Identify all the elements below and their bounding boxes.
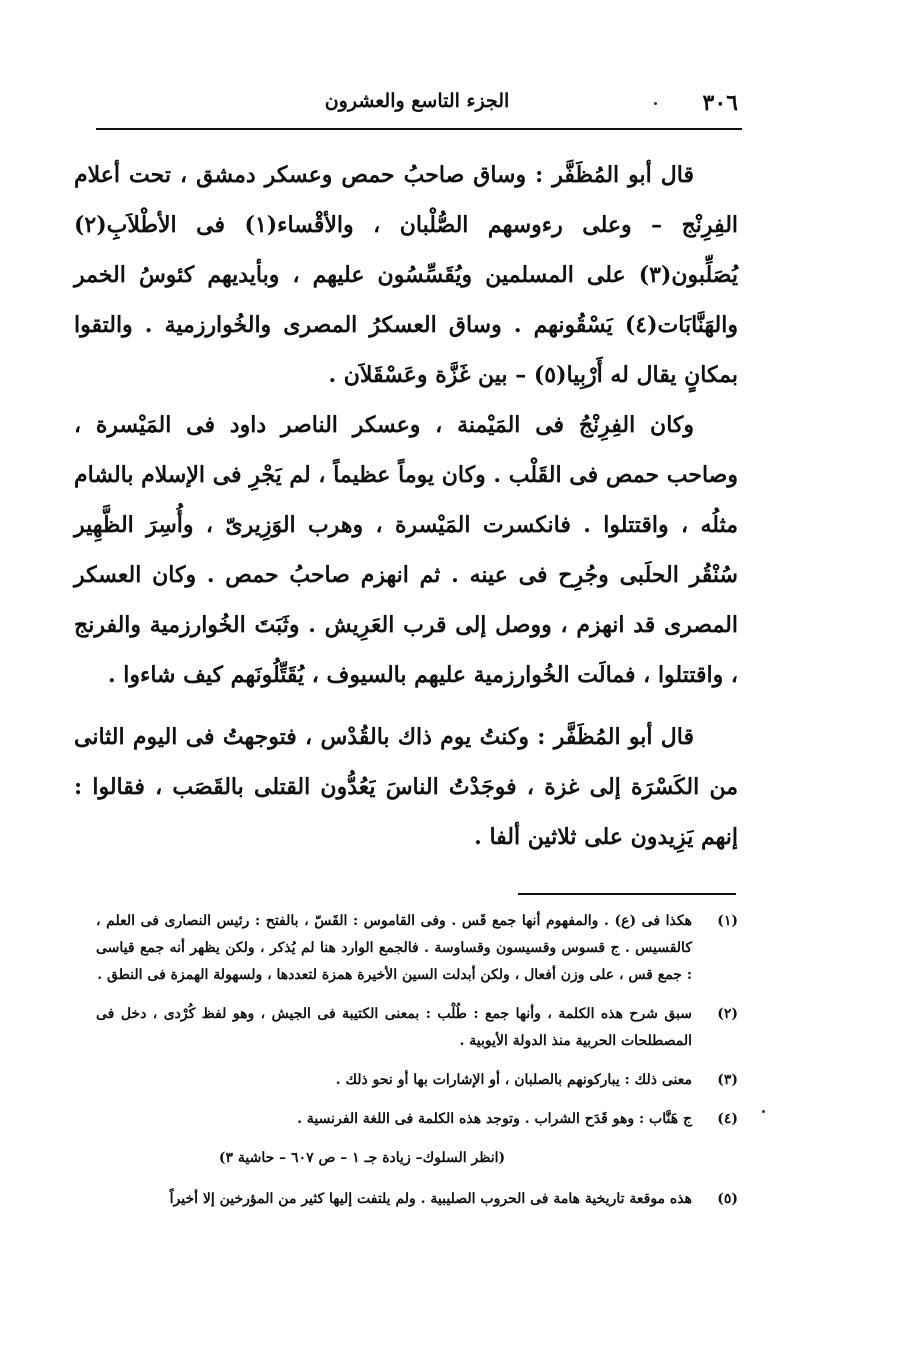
- footnote: [96, 1001, 738, 1055]
- footnotes: [96, 908, 738, 1225]
- header-rule: [96, 128, 742, 130]
- main-text: [74, 150, 738, 852]
- page-number: ٣٠٦: [702, 90, 738, 116]
- footnote-number: (٤): [717, 1111, 738, 1127]
- footnote-text: سبق شرح هذه الكلمة ، وأنها جمع : طُلْب : بمعنى الكتيبة فى الجيش ، وهو لفظ كُرْدى ، دخل فى المصطلحات الحربية منذ الدولة الأيوبية .: [96, 1006, 692, 1049]
- running-title: الجزء التاسع والعشرون: [324, 90, 510, 112]
- footnote-text: هذه موقعة تاريخية هامة فى الحروب الصليبية . ولم يلتفت إليها كثير من المؤرخين إلا أخيراً: [169, 1191, 692, 1207]
- footnote: [96, 1186, 738, 1213]
- footnote: [96, 1067, 738, 1094]
- footnote: [96, 908, 738, 989]
- page-header: [96, 86, 738, 122]
- paragraph: قال أبو المُظَفَّر : وساق صاحبُ حمص وعسكر دمشق ، تحت أعلام الفِرِنْج – وعلى رءوسهم الصُّلْبان ، والأقْساء(١) فى الأطْلاَبِ(٢) يُصَلِّبون(٣) على المسلمين ويُقَسِّسُون عليهم ، وبأيديهم كئوسُ الخمر والهَنَّابَات(٤) يَسْقُونهم . وساق العسكرُ المصرى والخُوارزمية . والتقوا بمكانٍ يقال له أَرْبِيا(٥) – بين غَزَّة وعَسْقَلاَن .: [74, 162, 739, 388]
- paragraph: وكان الفِرِنْجُ فى المَيْمنة ، وعسكر الناصر داود فى المَيْسرة ، وصاحب حمص فى القَلْب . وكان يوماً عظيماً ، لم يَجْرِ فى الإسلام بالشام مثلُه ، واقتتلوا . فانكسرت المَيْسرة ، وهرب الوَزِيرىّ ، وأُسِرَ الظَّهِير سُنْقُر الحلَبى وجُرِح فى عينه . ثم انهزم صاحبُ حمص . وكان العسكر المصرى قد انهزم ، ووصل إلى قرب العَرِيش . وثَبَتَ الخُوارزمية والفرنج ، واقتتلوا ، فمالَت الخُوارزمية عليهم بالسيوف ، يُقَتِّلُونَهم كيف شاءوا .: [74, 412, 738, 688]
- footnote-text: هكذا فى (ع) . والمفهوم أنها جمع قَس . وفى القاموس : القَسّ ، بالفتح : رئيس النصارى فى العلم ، كالقسيس . ج قسوس وقسيسون وقساوسة . فالجمع الوارد هنا لم يُذكر ، ولكن يظهر أنه جمع قياسى : جمع قس ، على وزن أفعال ، ولكن أبدلت السين الأخيرة همزة لتعددها ، ولسهولة الهمزة فى النطق .: [96, 913, 692, 983]
- print-speck: [762, 1110, 765, 1113]
- footnote-number: (١): [717, 913, 738, 929]
- footnote-number: (٥): [717, 1191, 738, 1207]
- footnote-text: ج هَنَّاب : وهو قَدَح الشراب . وتوجد هذه الكلمة فى اللغة الفرنسية .: [297, 1111, 692, 1127]
- print-speck: [654, 102, 657, 105]
- paragraph: قال أبو المُظَفَّر : وكنتُ يوم ذاك بالقُدْس ، فتوجهتُ فى اليوم الثانى من الكَسْرَة إلى غزة ، فوجَدْتُ الناسَ يَعُدُّون القتلى بالقَصَب ، فقالوا : إنهم يَزِيدون على ثلاثين ألفا .: [74, 724, 738, 850]
- footnote: [96, 1106, 738, 1133]
- footnote-reference: [96, 1145, 738, 1172]
- footnote-number: (٣): [717, 1072, 738, 1088]
- footnote-number: (٢): [717, 1006, 738, 1022]
- footnote-rule: [518, 893, 736, 895]
- footnote-reference-text: (انظر السلوك– زيادة جـ ١ – ص ٦٠٧ – حاشية ٣): [218, 1150, 506, 1166]
- footnote-text: معنى ذلك : يباركونهم بالصلبان ، أو الإشارات بها أو نحو ذلك .: [335, 1072, 692, 1088]
